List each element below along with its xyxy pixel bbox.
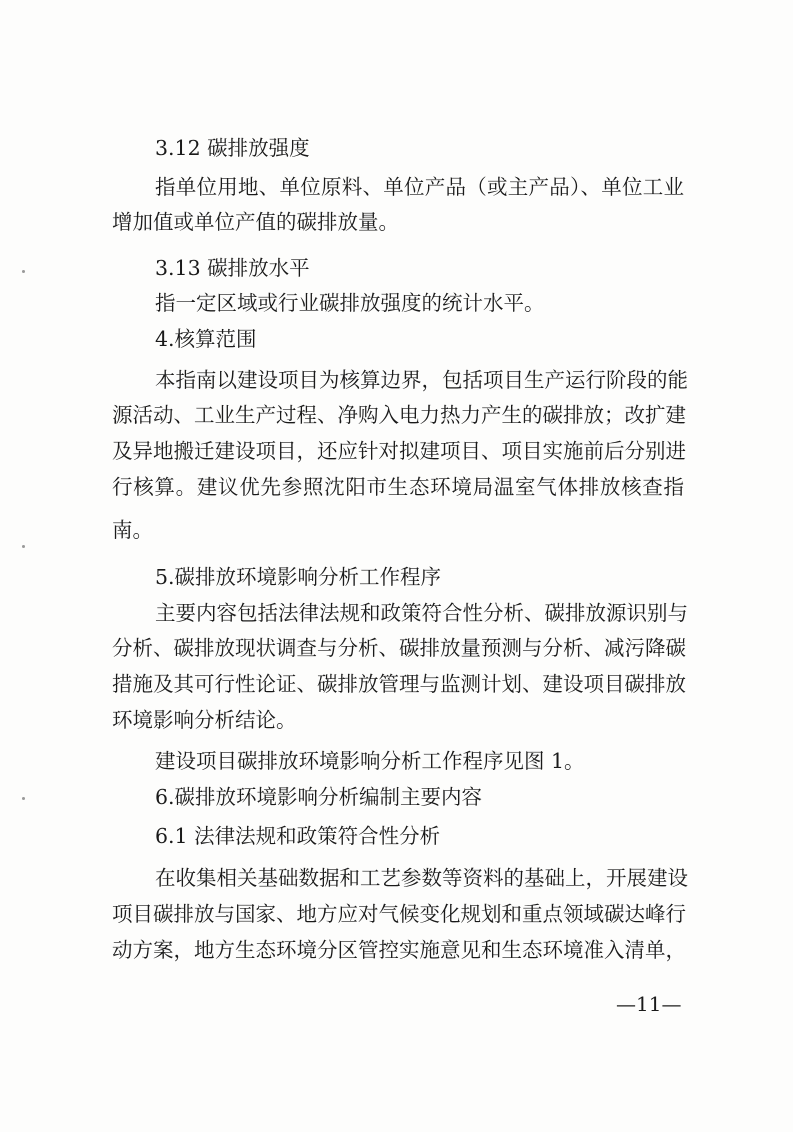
scan-mark [22, 797, 25, 800]
page-number: —11— [616, 992, 682, 1016]
text-line: 动方案，地方生态环境分区管控实施意见和生态环境准入清单， [112, 938, 686, 962]
text-line: 环境影响分析结论。 [112, 708, 297, 732]
text-line: 措施及其可行性论证、碳排放管理与监测计划、建设项目碳排放 [112, 672, 686, 696]
text-line: 3.13 碳排放水平 [155, 256, 310, 280]
text-line: 增加值或单位产值的碳排放量。 [112, 210, 399, 234]
text-line: 3.12 碳排放强度 [155, 136, 310, 160]
text-line: 南。 [112, 518, 153, 542]
text-line: 主要内容包括法律法规和政策符合性分析、碳排放源识别与 [155, 601, 688, 625]
text-line: 源活动、工业生产过程、净购入电力热力产生的碳排放；改扩建 [112, 403, 686, 427]
text-line: 指单位用地、单位原料、单位产品（或主产品）、单位工业 [155, 175, 684, 199]
text-line: 在收集相关基础数据和工艺参数等资料的基础上，开展建设 [155, 866, 688, 890]
text-line: 及异地搬迁建设项目，还应针对拟建项目、项目实施前后分别进 [112, 439, 686, 463]
text-line: 6.1 法律法规和政策符合性分析 [155, 824, 441, 848]
text-line: 行核算。建议优先参照沈阳市生态环境局温室气体排放核查指 [112, 475, 684, 499]
text-line: 建设项目碳排放环境影响分析工作程序见图 1。 [155, 749, 585, 773]
text-line: 4.核算范围 [155, 327, 257, 351]
text-line: 项目碳排放与国家、地方应对气候变化规划和重点领域碳达峰行 [112, 902, 686, 926]
text-line: 本指南以建设项目为核算边界，包括项目生产运行阶段的能 [155, 368, 688, 392]
text-line: 5.碳排放环境影响分析工作程序 [155, 565, 442, 589]
scan-mark [22, 270, 25, 273]
scan-mark [22, 545, 25, 548]
text-line: 6.碳排放环境影响分析编制主要内容 [155, 785, 483, 809]
text-line: 指一定区域或行业碳排放强度的统计水平。 [155, 291, 545, 315]
text-line: 分析、碳排放现状调查与分析、碳排放量预测与分析、减污降碳 [112, 636, 686, 660]
